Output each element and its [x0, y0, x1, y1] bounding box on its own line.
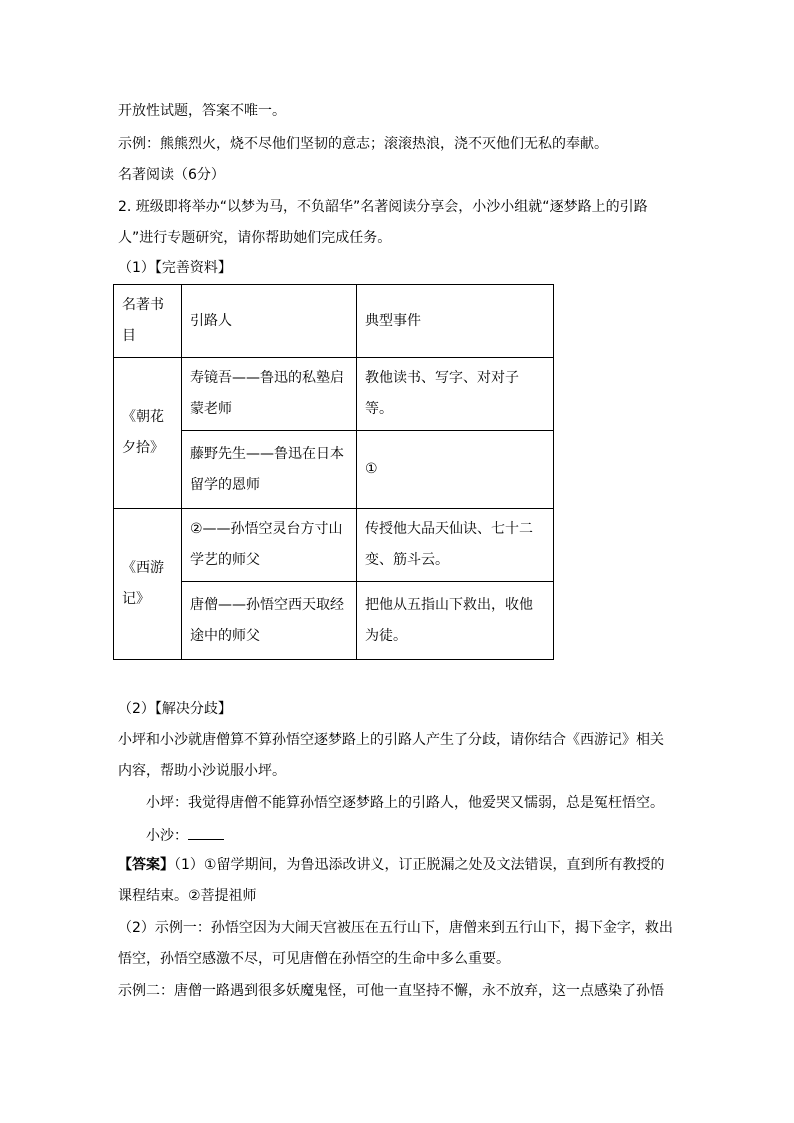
answer-line5: 示例二：唐僧一路遇到很多妖魔鬼怪，可他一直坚持不懈，永不放弃，这一点感染了孙悟: [118, 983, 664, 999]
event-cell: ①: [357, 431, 554, 509]
sha-statement: [146, 825, 224, 846]
subquestion-1-heading: （1）【完善资料】: [118, 260, 232, 276]
ping-statement: 小坪：我觉得唐僧不能算孙悟空逐梦路上的引路人，他爱哭又懦弱，总是冤枉悟空。: [146, 795, 664, 811]
table-row: [114, 509, 554, 582]
answer-line4: 悟空，孙悟空感激不尽，可见唐僧在孙悟空的生命中多么重要。: [118, 951, 510, 967]
guide-cell: 藤野先生——鲁迅在日本留学的恩师: [182, 431, 357, 509]
question-2-line2: 人”进行专题研究，请你帮助她们完成任务。: [118, 230, 392, 246]
subquestion-2-line2: 内容，帮助小沙说服小坪。: [118, 763, 286, 779]
answer-line3: （2）示例一：孙悟空因为大闹天宫被压在五行山下，唐僧来到五行山下，揭下金字，救出: [118, 920, 673, 936]
answer-open-note: 开放性试题，答案不唯一。: [118, 103, 286, 119]
guide-cell: 唐僧——孙悟空西天取经途中的师父: [182, 582, 357, 660]
subquestion-2-line1: 小坪和小沙就唐僧算不算孙悟空逐梦路上的引路人产生了分歧，请你结合《西游记》相关: [118, 732, 664, 748]
answer-example: 示例：熊熊烈火，烧不尽他们坚韧的意志；滚滚热浪，浇不灭他们无私的奉献。: [118, 136, 608, 152]
table-header: 名著书目: [114, 285, 182, 358]
table-header-row: [114, 285, 554, 358]
answer-line1: [118, 855, 664, 875]
book-title-cell: 《西游记》: [114, 509, 182, 660]
table-header: 引路人: [182, 285, 357, 358]
subquestion-2-heading: （2）【解决分歧】: [118, 701, 232, 717]
answer-text: （1）①留学期间，为鲁迅添改讲义，订正脱漏之处及文法错误，直到所有教授的: [174, 857, 665, 873]
reading-table: [113, 284, 554, 660]
sha-label: 小沙：: [146, 828, 188, 844]
event-cell: 教他读书、写字、对对子等。: [357, 358, 554, 431]
book-title-cell: 《朝花夕拾》: [114, 358, 182, 509]
question-2-line1: 2. 班级即将举办“以梦为马，不负韶华”名著阅读分享会，小沙小组就“逐梦路上的引路: [118, 199, 648, 215]
event-cell: 把他从五指山下救出，收他为徒。: [357, 582, 554, 660]
section-heading: 名著阅读（6分）: [118, 167, 225, 183]
guide-cell: 寿镜吾——鲁迅的私塾启蒙老师: [182, 358, 357, 431]
guide-cell: ②——孙悟空灵台方寸山学艺的师父: [182, 509, 357, 582]
answer-line2: 课程结束。②菩提祖师: [118, 888, 257, 904]
event-cell: 传授他大品天仙诀、七十二变、筋斗云。: [357, 509, 554, 582]
table-header: 典型事件: [357, 285, 554, 358]
answer-blank[interactable]: [188, 825, 224, 840]
answer-tag: 【答案】: [118, 857, 174, 873]
table-row: [114, 358, 554, 431]
